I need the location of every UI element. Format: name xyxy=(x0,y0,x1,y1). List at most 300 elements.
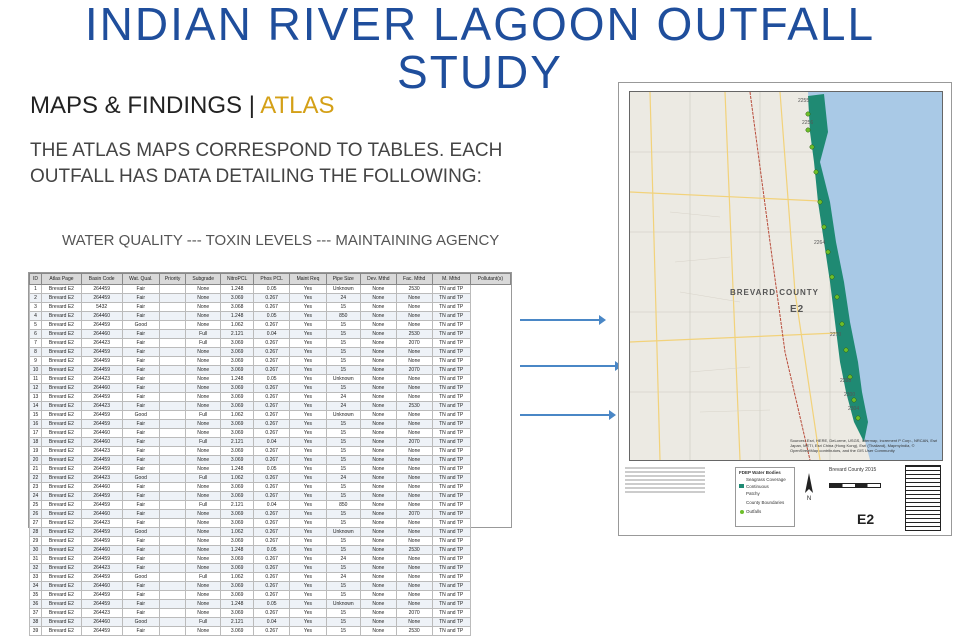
table-cell: TN and TP xyxy=(432,438,470,447)
table-cell: TN and TP xyxy=(432,303,470,312)
table-cell: 15 xyxy=(326,303,360,312)
table-cell: 21 xyxy=(30,465,42,474)
table-cell: 15 xyxy=(326,510,360,519)
table-cell: 24 xyxy=(326,393,360,402)
table-cell: 3.069 xyxy=(221,294,254,303)
table-cell: Fair xyxy=(122,519,159,528)
table-cell: 2.121 xyxy=(221,330,254,339)
table-cell: Yes xyxy=(290,510,327,519)
outfall-label-6: 2300 xyxy=(844,392,856,398)
table-cell: Brevard E2 xyxy=(42,627,82,636)
table-cell xyxy=(159,384,185,393)
table-cell: 0.267 xyxy=(254,393,290,402)
table-row xyxy=(30,609,511,618)
table-cell: 264423 xyxy=(81,474,122,483)
table-cell: Yes xyxy=(290,366,327,375)
table-cell: Brevard E2 xyxy=(42,384,82,393)
table-cell: 0.05 xyxy=(254,375,290,384)
table-cell: None xyxy=(396,303,432,312)
table-cell: 1.248 xyxy=(221,465,254,474)
table-cell: TN and TP xyxy=(432,321,470,330)
table-header-cell: Pipe Size xyxy=(326,274,360,285)
table-cell: 0.05 xyxy=(254,546,290,555)
table-cell: 15 xyxy=(326,591,360,600)
table-cell: 0.267 xyxy=(254,294,290,303)
table-cell: 15 xyxy=(326,564,360,573)
table-cell: Fair xyxy=(122,294,159,303)
slide-title: INDIAN RIVER LAGOON OUTFALL STUDY xyxy=(84,0,876,98)
table-cell: Fair xyxy=(122,447,159,456)
table-cell: TN and TP xyxy=(432,312,470,321)
table-header-cell: Fac. Mthd xyxy=(396,274,432,285)
table-cell: Fair xyxy=(122,366,159,375)
table-cell: 0.267 xyxy=(254,492,290,501)
table-cell: Brevard E2 xyxy=(42,474,82,483)
table-cell: Fair xyxy=(122,600,159,609)
table-header-cell: Maint Req xyxy=(290,274,327,285)
table-cell xyxy=(159,303,185,312)
table-row xyxy=(30,447,511,456)
table-row xyxy=(30,546,511,555)
table-cell: 264423 xyxy=(81,447,122,456)
table-cell: Good xyxy=(122,474,159,483)
table-cell: 17 xyxy=(30,429,42,438)
table-cell: None xyxy=(186,321,221,330)
outfall-label-1: 2255 xyxy=(798,98,810,104)
table-header-cell: Dev. Mthd xyxy=(360,274,396,285)
table-cell: None xyxy=(396,573,432,582)
table-cell xyxy=(159,528,185,537)
table-cell: 0.267 xyxy=(254,303,290,312)
table-cell: TN and TP xyxy=(432,384,470,393)
table-cell: None xyxy=(360,501,396,510)
table-cell: None xyxy=(396,591,432,600)
table-cell: 264423 xyxy=(81,519,122,528)
table-row xyxy=(30,330,511,339)
table-cell: Fair xyxy=(122,375,159,384)
table-cell: 2070 xyxy=(396,339,432,348)
table-cell: TN and TP xyxy=(432,348,470,357)
table-cell: Brevard E2 xyxy=(42,339,82,348)
table-cell: None xyxy=(360,357,396,366)
table-cell: None xyxy=(360,294,396,303)
table-cell xyxy=(159,429,185,438)
table-cell: 3.069 xyxy=(221,510,254,519)
table-header-cell: Priority xyxy=(159,274,185,285)
table-cell: 0.267 xyxy=(254,348,290,357)
table-cell: Yes xyxy=(290,312,327,321)
table-cell xyxy=(159,483,185,492)
table-cell: 15 xyxy=(326,456,360,465)
table-cell xyxy=(159,519,185,528)
table-cell: Yes xyxy=(290,348,327,357)
map-legend xyxy=(619,461,951,535)
table-cell: TN and TP xyxy=(432,366,470,375)
table-cell: 264459 xyxy=(81,537,122,546)
table-cell: Fair xyxy=(122,384,159,393)
table-cell: None xyxy=(360,312,396,321)
page-label-small: E2 xyxy=(857,511,875,527)
table-cell: 18 xyxy=(30,438,42,447)
table-cell: 10 xyxy=(30,366,42,375)
table-cell: 264460 xyxy=(81,618,122,627)
legend-box xyxy=(735,467,795,527)
table-cell: Brevard E2 xyxy=(42,303,82,312)
table-cell: 0.267 xyxy=(254,474,290,483)
table-cell: 31 xyxy=(30,555,42,564)
table-cell xyxy=(159,402,185,411)
table-cell: 264459 xyxy=(81,555,122,564)
table-cell: 264459 xyxy=(81,411,122,420)
table-cell: 3.069 xyxy=(221,627,254,636)
table-cell xyxy=(159,420,185,429)
table-cell: 16 xyxy=(30,420,42,429)
table-cell: None xyxy=(360,402,396,411)
legend-swatch-seagrass xyxy=(739,484,744,488)
table-row xyxy=(30,411,511,420)
table-cell: 0.267 xyxy=(254,447,290,456)
table-cell: 15 xyxy=(326,384,360,393)
table-cell: TN and TP xyxy=(432,375,470,384)
table-cell: 15 xyxy=(326,339,360,348)
table-cell: None xyxy=(186,564,221,573)
table-cell: 1.062 xyxy=(221,321,254,330)
table-cell: Fair xyxy=(122,465,159,474)
table-cell: Fair xyxy=(122,510,159,519)
table-cell: 15 xyxy=(326,609,360,618)
table-cell: None xyxy=(186,519,221,528)
table-cell: 9 xyxy=(30,357,42,366)
table-cell: Brevard E2 xyxy=(42,600,82,609)
table-cell: 2070 xyxy=(396,438,432,447)
table-cell: TN and TP xyxy=(432,582,470,591)
table-row xyxy=(30,591,511,600)
table-cell: Yes xyxy=(290,375,327,384)
table-cell: Yes xyxy=(290,294,327,303)
table-cell: 264459 xyxy=(81,627,122,636)
atlas-title: Brevard County 2015 xyxy=(829,467,877,473)
table-cell: Fair xyxy=(122,546,159,555)
table-cell: TN and TP xyxy=(432,627,470,636)
table-row xyxy=(30,429,511,438)
table-cell: 2530 xyxy=(396,402,432,411)
atlas-table xyxy=(29,273,511,636)
table-cell: Yes xyxy=(290,573,327,582)
table-cell: None xyxy=(396,501,432,510)
table-cell: None xyxy=(360,420,396,429)
table-cell: Fair xyxy=(122,429,159,438)
table-cell: Brevard E2 xyxy=(42,573,82,582)
table-cell: 264459 xyxy=(81,528,122,537)
arrow-3 xyxy=(520,414,610,416)
table-cell: None xyxy=(360,303,396,312)
table-cell: Good xyxy=(122,411,159,420)
table-cell: Yes xyxy=(290,339,327,348)
table-cell: Yes xyxy=(290,483,327,492)
table-cell: 30 xyxy=(30,546,42,555)
table-cell: None xyxy=(186,285,221,294)
table-cell: Full xyxy=(186,474,221,483)
table-cell: TN and TP xyxy=(432,519,470,528)
table-cell: Full xyxy=(186,330,221,339)
legend-title: FDEP Water Bodies xyxy=(739,470,781,475)
table-cell: 264459 xyxy=(81,420,122,429)
table-cell: 36 xyxy=(30,600,42,609)
table-cell: Brevard E2 xyxy=(42,465,82,474)
table-cell: None xyxy=(360,510,396,519)
table-cell: TN and TP xyxy=(432,591,470,600)
table-cell: 264460 xyxy=(81,546,122,555)
table-cell xyxy=(159,366,185,375)
table-cell: 264423 xyxy=(81,564,122,573)
table-cell: Fair xyxy=(122,393,159,402)
table-row xyxy=(30,474,511,483)
table-cell: 264423 xyxy=(81,375,122,384)
table-cell: 5 xyxy=(30,321,42,330)
table-cell: Brevard E2 xyxy=(42,366,82,375)
table-cell: None xyxy=(360,447,396,456)
table-cell: 2070 xyxy=(396,609,432,618)
table-cell: None xyxy=(186,366,221,375)
table-cell: Yes xyxy=(290,537,327,546)
table-cell: TN and TP xyxy=(432,483,470,492)
table-cell xyxy=(159,627,185,636)
table-cell: None xyxy=(396,447,432,456)
table-cell: Brevard E2 xyxy=(42,420,82,429)
table-cell: Yes xyxy=(290,591,327,600)
table-cell: 0.267 xyxy=(254,609,290,618)
table-cell: Yes xyxy=(290,465,327,474)
table-cell: Brevard E2 xyxy=(42,348,82,357)
table-cell: None xyxy=(360,393,396,402)
table-cell: TN and TP xyxy=(432,294,470,303)
table-header-cell: ID xyxy=(30,274,42,285)
table-cell: None xyxy=(360,609,396,618)
table-cell: 2.121 xyxy=(221,618,254,627)
table-cell: None xyxy=(186,312,221,321)
table-cell: None xyxy=(360,438,396,447)
table-cell: None xyxy=(186,591,221,600)
table-header-cell: Wat. Qual. xyxy=(122,274,159,285)
table-cell: Full xyxy=(186,618,221,627)
table-cell: 33 xyxy=(30,573,42,582)
table-cell: 264459 xyxy=(81,294,122,303)
table-cell: None xyxy=(360,465,396,474)
table-cell: None xyxy=(186,546,221,555)
table-cell: 264459 xyxy=(81,501,122,510)
table-cell: 2.121 xyxy=(221,438,254,447)
table-cell: Brevard E2 xyxy=(42,555,82,564)
table-cell: 3.069 xyxy=(221,591,254,600)
table-cell: None xyxy=(360,528,396,537)
table-cell: 22 xyxy=(30,474,42,483)
table-cell: None xyxy=(186,357,221,366)
table-cell: None xyxy=(396,555,432,564)
table-cell: TN and TP xyxy=(432,456,470,465)
table-cell: 39 xyxy=(30,627,42,636)
table-cell: 25 xyxy=(30,501,42,510)
table-cell: Yes xyxy=(290,519,327,528)
table-cell: 15 xyxy=(326,546,360,555)
table-cell: Yes xyxy=(290,303,327,312)
table-cell: 24 xyxy=(326,402,360,411)
table-cell xyxy=(159,393,185,402)
table-cell: Fair xyxy=(122,420,159,429)
table-cell: 1.062 xyxy=(221,474,254,483)
table-cell: Fair xyxy=(122,330,159,339)
table-cell: TN and TP xyxy=(432,447,470,456)
table-cell: None xyxy=(186,627,221,636)
table-cell: 850 xyxy=(326,312,360,321)
table-cell: 3.069 xyxy=(221,384,254,393)
table-cell: 2070 xyxy=(396,510,432,519)
table-cell: Fair xyxy=(122,537,159,546)
table-cell xyxy=(159,510,185,519)
table-cell: None xyxy=(360,321,396,330)
table-cell: 0.05 xyxy=(254,285,290,294)
table-cell: Brevard E2 xyxy=(42,618,82,627)
table-cell: None xyxy=(396,582,432,591)
table-cell: Yes xyxy=(290,618,327,627)
table-cell: 3.069 xyxy=(221,393,254,402)
table-row xyxy=(30,348,511,357)
table-cell: Brevard E2 xyxy=(42,510,82,519)
table-cell: 2530 xyxy=(396,330,432,339)
table-cell: 264423 xyxy=(81,609,122,618)
table-cell: None xyxy=(396,420,432,429)
table-cell: TN and TP xyxy=(432,600,470,609)
table-cell: TN and TP xyxy=(432,573,470,582)
table-cell: 3.069 xyxy=(221,609,254,618)
table-cell xyxy=(159,465,185,474)
table-row xyxy=(30,375,511,384)
table-cell: Brevard E2 xyxy=(42,294,82,303)
arrow-1 xyxy=(520,319,600,321)
table-cell: 0.04 xyxy=(254,501,290,510)
table-cell: 3.069 xyxy=(221,564,254,573)
table-cell: Brevard E2 xyxy=(42,411,82,420)
table-cell: Yes xyxy=(290,600,327,609)
table-cell: 15 xyxy=(326,627,360,636)
table-cell: 264459 xyxy=(81,285,122,294)
table-cell: TN and TP xyxy=(432,429,470,438)
table-cell: 850 xyxy=(326,501,360,510)
table-cell: 15 xyxy=(326,438,360,447)
table-cell: 3.069 xyxy=(221,357,254,366)
table-cell xyxy=(159,438,185,447)
sub-bullet-text: WATER QUALITY --- TOXIN LEVELS --- MAINTAINING AGENCY xyxy=(62,232,500,249)
table-row xyxy=(30,339,511,348)
table-cell: Yes xyxy=(290,609,327,618)
table-cell: 29 xyxy=(30,537,42,546)
table-cell: 264460 xyxy=(81,312,122,321)
table-cell xyxy=(159,375,185,384)
table-cell: Unknown xyxy=(326,375,360,384)
table-cell: 0.267 xyxy=(254,582,290,591)
table-cell: Yes xyxy=(290,330,327,339)
table-cell: Good xyxy=(122,321,159,330)
table-cell: 0.267 xyxy=(254,591,290,600)
table-cell xyxy=(159,492,185,501)
table-cell: 12 xyxy=(30,384,42,393)
table-header-cell: Subgrade xyxy=(186,274,221,285)
sub-bullet xyxy=(26,230,566,252)
table-cell: None xyxy=(360,555,396,564)
table-cell: None xyxy=(186,393,221,402)
table-cell: Brevard E2 xyxy=(42,357,82,366)
table-row xyxy=(30,555,511,564)
table-cell: None xyxy=(186,294,221,303)
table-cell: 0.04 xyxy=(254,330,290,339)
svg-text:N: N xyxy=(806,496,812,502)
table-row xyxy=(30,573,511,582)
table-cell: 24 xyxy=(326,294,360,303)
table-cell: None xyxy=(186,600,221,609)
table-cell: Brevard E2 xyxy=(42,429,82,438)
table-cell: Unknown xyxy=(326,411,360,420)
index-grid-icon xyxy=(905,465,941,531)
table-cell: 2530 xyxy=(396,546,432,555)
table-cell: 264460 xyxy=(81,510,122,519)
table-cell: 0.267 xyxy=(254,429,290,438)
table-cell: 15 xyxy=(326,420,360,429)
table-cell: TN and TP xyxy=(432,564,470,573)
table-cell: TN and TP xyxy=(432,474,470,483)
table-cell: 264459 xyxy=(81,600,122,609)
outfall-label-5: 2288 xyxy=(840,378,852,384)
subtitle-main: MAPS & FINDINGS | xyxy=(30,92,261,119)
table-cell: 15 xyxy=(326,429,360,438)
table-cell: 264459 xyxy=(81,348,122,357)
table-cell: 0.267 xyxy=(254,456,290,465)
table-cell: Fair xyxy=(122,438,159,447)
table-cell: Unknown xyxy=(326,285,360,294)
table-cell xyxy=(159,312,185,321)
table-cell: Fair xyxy=(122,564,159,573)
table-cell: Yes xyxy=(290,456,327,465)
table-cell: None xyxy=(360,330,396,339)
table-cell: Yes xyxy=(290,420,327,429)
table-cell: TN and TP xyxy=(432,528,470,537)
table-cell: 15 xyxy=(326,537,360,546)
table-cell: 13 xyxy=(30,393,42,402)
table-cell: Yes xyxy=(290,447,327,456)
table-cell: None xyxy=(360,474,396,483)
table-cell xyxy=(159,600,185,609)
table-header-row xyxy=(30,274,511,285)
table-cell: None xyxy=(360,537,396,546)
table-cell: Fair xyxy=(122,312,159,321)
table-row xyxy=(30,519,511,528)
legend-item-5: Outfalls xyxy=(746,509,762,514)
table-cell: 2530 xyxy=(396,627,432,636)
table-cell: None xyxy=(396,483,432,492)
table-cell: 15 xyxy=(30,411,42,420)
table-cell: 0.267 xyxy=(254,411,290,420)
table-cell: 3.069 xyxy=(221,348,254,357)
table-cell: 0.267 xyxy=(254,402,290,411)
outfall-label-3: 2264 xyxy=(814,240,826,246)
table-cell xyxy=(159,573,185,582)
table-cell: 0.267 xyxy=(254,366,290,375)
table-cell: Fair xyxy=(122,285,159,294)
table-cell: Fair xyxy=(122,555,159,564)
table-cell: 1.248 xyxy=(221,285,254,294)
arrow-2 xyxy=(520,365,616,367)
table-cell: 2070 xyxy=(396,366,432,375)
table-cell: 264460 xyxy=(81,429,122,438)
table-cell: 264459 xyxy=(81,573,122,582)
